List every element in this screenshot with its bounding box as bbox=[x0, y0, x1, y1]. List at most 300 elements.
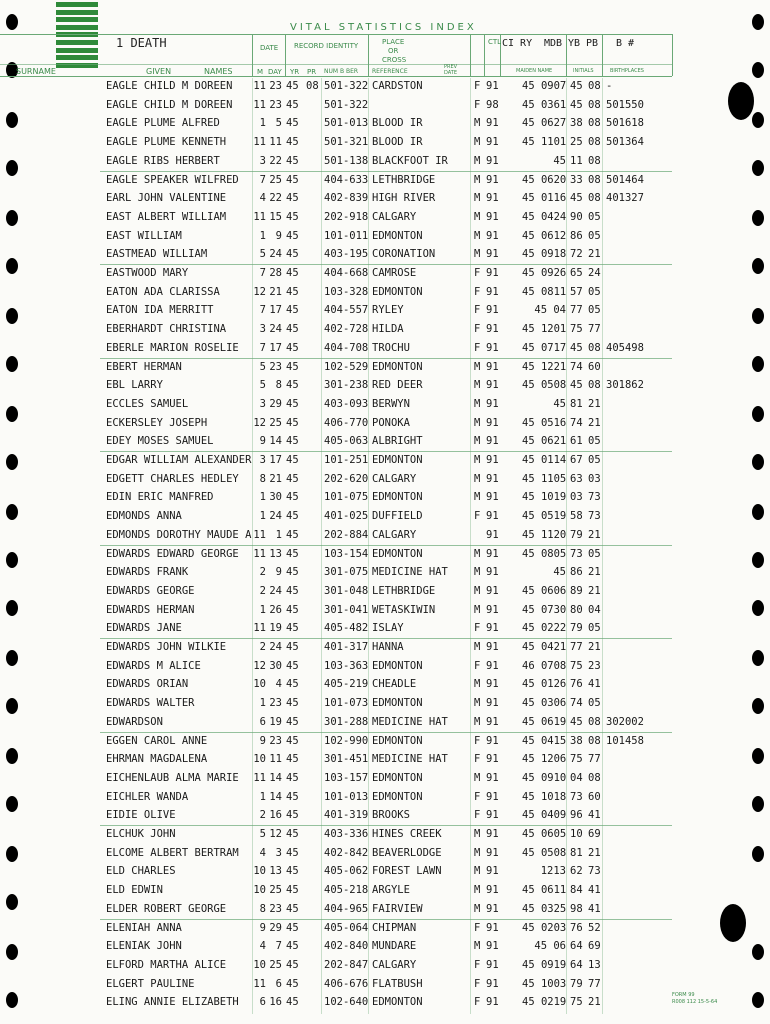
record-bnum: 101458 bbox=[606, 734, 644, 747]
col-maiden-label: MAIDEN NAME bbox=[516, 68, 553, 74]
table-row bbox=[0, 733, 770, 752]
record-year: 45 bbox=[286, 435, 299, 448]
record-year: 45 bbox=[286, 884, 299, 897]
record-place: MEDICINE HAT bbox=[372, 753, 448, 766]
col-initials-label: INITIALS bbox=[573, 68, 594, 74]
record-name: ELD CHARLES bbox=[106, 865, 176, 878]
record-pb: 21 bbox=[588, 416, 601, 429]
record-name: EAGLE PLUME KENNETH bbox=[106, 136, 227, 149]
record-pb: 08 bbox=[588, 771, 601, 784]
record-ci-ry: 45 0519 bbox=[522, 510, 567, 523]
record-place: EDMONTON bbox=[372, 491, 423, 504]
record-pb: 08 bbox=[588, 136, 601, 149]
record-ci-ry: 45 0116 bbox=[522, 192, 567, 205]
record-sex: F bbox=[474, 285, 481, 298]
record-year: 45 bbox=[286, 603, 299, 616]
record-pb: 73 bbox=[588, 510, 601, 523]
record-pb: 21 bbox=[588, 584, 601, 597]
record-ctl: 91 bbox=[486, 846, 499, 859]
record-year: 45 bbox=[286, 117, 299, 130]
record-pb: 52 bbox=[588, 921, 601, 934]
record-month: 1 bbox=[259, 790, 266, 803]
record-yb: 64 bbox=[570, 940, 583, 953]
col-m-label: M bbox=[257, 68, 264, 76]
record-place: BLOOD IR bbox=[372, 136, 423, 149]
record-number: 404-965 bbox=[324, 902, 369, 915]
record-sex: M bbox=[474, 192, 481, 205]
record-day: 9 bbox=[275, 566, 282, 579]
table-row bbox=[0, 920, 770, 939]
record-year: 45 bbox=[286, 248, 299, 261]
record-name: ELDER ROBERT GEORGE bbox=[106, 902, 227, 915]
record-yb: 81 bbox=[570, 846, 583, 859]
table-row bbox=[0, 770, 770, 789]
record-year: 45 bbox=[286, 360, 299, 373]
table-row bbox=[0, 246, 770, 265]
record-place: FLATBUSH bbox=[372, 977, 423, 990]
record-pb: 08 bbox=[588, 173, 601, 186]
record-ci-ry: 45 0907 bbox=[522, 80, 567, 92]
record-number: 404-557 bbox=[324, 304, 369, 317]
record-number: 103-157 bbox=[324, 771, 369, 784]
record-day: 23 bbox=[269, 697, 282, 710]
col-pb-label: PB bbox=[586, 38, 599, 49]
record-ctl: 91 bbox=[486, 360, 499, 373]
record-ctl: 91 bbox=[486, 154, 499, 167]
record-month: 4 bbox=[259, 846, 266, 859]
record-ctl: 91 bbox=[486, 753, 499, 766]
record-yb: 64 bbox=[570, 958, 583, 971]
table-row bbox=[0, 620, 770, 639]
record-month: 10 bbox=[253, 958, 266, 971]
record-sex: M bbox=[474, 472, 481, 485]
record-month: 11 bbox=[253, 80, 266, 92]
col-number-label: NUM B BER bbox=[324, 68, 359, 75]
record-ci-ry: 45 0361 bbox=[522, 98, 567, 111]
record-day: 24 bbox=[269, 248, 282, 261]
record-number: 102-640 bbox=[324, 996, 369, 1009]
record-name: EBERLE MARION ROSELIE bbox=[106, 341, 239, 354]
record-sex: M bbox=[474, 173, 481, 186]
record-sex: F bbox=[474, 809, 481, 822]
record-sex: M bbox=[474, 828, 481, 840]
record-month: 2 bbox=[259, 584, 266, 597]
record-ci-ry: 45 0203 bbox=[522, 921, 567, 934]
record-ctl: 91 bbox=[486, 659, 499, 672]
record-ctl: 91 bbox=[486, 678, 499, 691]
record-month: 9 bbox=[259, 921, 266, 934]
record-year: 45 bbox=[286, 491, 299, 504]
record-day: 21 bbox=[269, 285, 282, 298]
record-bnum: 501464 bbox=[606, 173, 644, 186]
table-row bbox=[0, 676, 770, 695]
record-number: 103-328 bbox=[324, 285, 369, 298]
record-year: 45 bbox=[286, 510, 299, 523]
record-month: 1 bbox=[259, 117, 266, 130]
record-day: 7 bbox=[275, 940, 282, 953]
col-ctl-label: CTL bbox=[488, 38, 502, 46]
record-day: 22 bbox=[269, 154, 282, 167]
table-row bbox=[0, 714, 770, 733]
record-day: 3 bbox=[275, 846, 282, 859]
record-month: 12 bbox=[253, 416, 266, 429]
record-place: DUFFIELD bbox=[372, 510, 423, 523]
record-day: 26 bbox=[269, 603, 282, 616]
record-sex: M bbox=[474, 154, 481, 167]
record-ctl: 91 bbox=[486, 734, 499, 747]
record-place: HILDA bbox=[372, 323, 404, 336]
record-ci-ry: 45 0415 bbox=[522, 734, 567, 747]
record-ctl: 91 bbox=[486, 641, 499, 653]
record-yb: 57 bbox=[570, 285, 583, 298]
record-ci-ry: 45 0306 bbox=[522, 697, 567, 710]
record-place: ARGYLE bbox=[372, 884, 410, 897]
record-year: 45 bbox=[286, 566, 299, 579]
record-day: 22 bbox=[269, 192, 282, 205]
record-year: 45 bbox=[286, 528, 299, 541]
record-ci-ry: 45 1105 bbox=[522, 472, 567, 485]
record-number: 102-990 bbox=[324, 734, 369, 747]
record-number: 406-770 bbox=[324, 416, 369, 429]
record-day: 6 bbox=[275, 977, 282, 990]
record-year: 45 bbox=[286, 98, 299, 111]
record-name: EAGLE CHILD M DOREEN bbox=[106, 98, 233, 111]
record-year: 45 bbox=[286, 940, 299, 953]
record-sex: F bbox=[474, 958, 481, 971]
record-ctl: 91 bbox=[486, 547, 499, 560]
record-month: 5 bbox=[259, 379, 266, 392]
record-day: 14 bbox=[269, 771, 282, 784]
record-yb: 86 bbox=[570, 229, 583, 242]
table-row bbox=[0, 396, 770, 415]
record-yb: 75 bbox=[570, 659, 583, 672]
table-row bbox=[0, 994, 770, 1013]
record-yb: 79 bbox=[570, 528, 583, 541]
record-ctl: 91 bbox=[486, 229, 499, 242]
record-yb: 45 bbox=[570, 715, 583, 728]
record-ctl: 98 bbox=[486, 98, 499, 111]
record-number: 101-075 bbox=[324, 491, 369, 504]
record-ctl: 91 bbox=[486, 416, 499, 429]
col-day-label: DAY bbox=[268, 68, 282, 76]
record-ctl: 91 bbox=[486, 828, 499, 840]
record-ctl: 91 bbox=[486, 210, 499, 223]
record-pb: 21 bbox=[588, 641, 601, 653]
record-year: 45 bbox=[286, 828, 299, 840]
record-ci-ry: 45 0219 bbox=[522, 996, 567, 1009]
record-ci-ry: 45 0606 bbox=[522, 584, 567, 597]
record-number: 101-013 bbox=[324, 790, 369, 803]
record-year: 45 bbox=[286, 472, 299, 485]
record-yb: 74 bbox=[570, 697, 583, 710]
record-ci-ry: 45 0926 bbox=[522, 267, 567, 279]
record-year: 45 bbox=[286, 379, 299, 392]
record-bnum: 501618 bbox=[606, 117, 644, 130]
record-ctl: 91 bbox=[486, 117, 499, 130]
record-pb: 60 bbox=[588, 790, 601, 803]
table-row bbox=[0, 228, 770, 247]
record-number: 403-093 bbox=[324, 397, 369, 410]
record-year: 45 bbox=[286, 659, 299, 672]
record-month: 1 bbox=[259, 697, 266, 710]
record-ctl: 91 bbox=[486, 566, 499, 579]
record-ci-ry: 45 0421 bbox=[522, 641, 567, 653]
record-yb: 90 bbox=[570, 210, 583, 223]
record-yb: 11 bbox=[570, 154, 583, 167]
record-number: 402-728 bbox=[324, 323, 369, 336]
table-row bbox=[0, 78, 770, 97]
col-date-label: DATE bbox=[260, 44, 279, 52]
record-ci-ry: 45 0409 bbox=[522, 809, 567, 822]
record-sex: F bbox=[474, 659, 481, 672]
record-name: EAGLE PLUME ALFRED bbox=[106, 117, 220, 130]
record-yb: 58 bbox=[570, 510, 583, 523]
record-ci-ry: 45 0424 bbox=[522, 210, 567, 223]
record-month: 8 bbox=[259, 902, 266, 915]
record-yb: 84 bbox=[570, 884, 583, 897]
record-ci-ry: 45 0811 bbox=[522, 285, 567, 298]
record-place: EDMONTON bbox=[372, 454, 423, 466]
table-row bbox=[0, 602, 770, 621]
record-name: EATON IDA MERRITT bbox=[106, 304, 214, 317]
record-place: EDMONTON bbox=[372, 697, 423, 710]
record-ctl: 91 bbox=[486, 528, 499, 541]
record-sex: F bbox=[474, 622, 481, 635]
record-year: 45 bbox=[286, 809, 299, 822]
record-pb: 77 bbox=[588, 753, 601, 766]
record-ci-ry: 45 1206 bbox=[522, 753, 567, 766]
record-sex: F bbox=[474, 510, 481, 523]
table-row bbox=[0, 359, 770, 378]
record-year: 45 bbox=[286, 622, 299, 635]
record-yb: 73 bbox=[570, 790, 583, 803]
record-name: EDGETT CHARLES HEDLEY bbox=[106, 472, 239, 485]
record-month: 11 bbox=[253, 547, 266, 560]
table-row bbox=[0, 284, 770, 303]
record-ci-ry: 45 0621 bbox=[522, 435, 567, 448]
record-ci-ry: 45 06 bbox=[534, 940, 566, 953]
record-sex: M bbox=[474, 940, 481, 953]
record-ci-ry: 46 0708 bbox=[522, 659, 567, 672]
record-year: 45 bbox=[286, 304, 299, 317]
record-year: 45 bbox=[286, 454, 299, 466]
record-year: 45 bbox=[286, 547, 299, 560]
record-yb: 45 bbox=[570, 341, 583, 354]
header-divider bbox=[252, 34, 253, 76]
record-sex: F bbox=[474, 996, 481, 1009]
record-day: 24 bbox=[269, 323, 282, 336]
record-ci-ry: 45 0114 bbox=[522, 454, 567, 466]
table-row bbox=[0, 321, 770, 340]
record-yb: 03 bbox=[570, 491, 583, 504]
record-number: 405-219 bbox=[324, 678, 369, 691]
table-row bbox=[0, 845, 770, 864]
record-pb: 05 bbox=[588, 454, 601, 466]
record-sex: M bbox=[474, 136, 481, 149]
record-yb: 04 bbox=[570, 771, 583, 784]
record-number: 103-363 bbox=[324, 659, 369, 672]
record-ctl: 91 bbox=[486, 491, 499, 504]
record-place: MEDICINE HAT bbox=[372, 715, 448, 728]
record-month: 1 bbox=[259, 229, 266, 242]
record-day: 14 bbox=[269, 790, 282, 803]
record-year: 45 bbox=[286, 697, 299, 710]
record-day: 25 bbox=[269, 884, 282, 897]
record-ci-ry: 45 0222 bbox=[522, 622, 567, 635]
record-yb: 81 bbox=[570, 397, 583, 410]
col-mdb-label: MDB bbox=[544, 38, 563, 49]
record-year: 45 bbox=[286, 80, 299, 92]
record-day: 17 bbox=[269, 304, 282, 317]
record-pb: 05 bbox=[588, 304, 601, 317]
record-name: EASTWOOD MARY bbox=[106, 267, 189, 279]
table-row bbox=[0, 564, 770, 583]
col-prev-date-label: PREV DATE bbox=[444, 64, 458, 76]
record-ci-ry: 45 0516 bbox=[522, 416, 567, 429]
table-row bbox=[0, 452, 770, 471]
record-number: 405-064 bbox=[324, 921, 369, 934]
record-number: 401-319 bbox=[324, 809, 369, 822]
record-name: EDMONDS DOROTHY MAUDE A bbox=[106, 528, 252, 541]
table-row bbox=[0, 489, 770, 508]
col-names-label: NAMES bbox=[204, 67, 233, 76]
record-day: 24 bbox=[269, 584, 282, 597]
record-name: EDWARDS EDWARD GEORGE bbox=[106, 547, 239, 560]
record-yb: 25 bbox=[570, 136, 583, 149]
record-year: 45 bbox=[286, 229, 299, 242]
col-surname-label: SURNAME bbox=[16, 67, 56, 76]
record-day: 23 bbox=[269, 734, 282, 747]
header-rule-sub bbox=[0, 64, 672, 65]
record-sex: M bbox=[474, 397, 481, 410]
record-place: CARDSTON bbox=[372, 80, 423, 92]
record-pb: 21 bbox=[588, 528, 601, 541]
record-yb: 77 bbox=[570, 641, 583, 653]
record-place: EDMONTON bbox=[372, 659, 423, 672]
record-year: 45 bbox=[286, 958, 299, 971]
record-ctl: 91 bbox=[486, 584, 499, 597]
record-year: 45 bbox=[286, 192, 299, 205]
record-ci-ry: 45 bbox=[553, 397, 566, 410]
table-row bbox=[0, 433, 770, 452]
table-row bbox=[0, 265, 770, 284]
header-rule-top bbox=[0, 34, 672, 35]
record-name: EAST ALBERT WILLIAM bbox=[106, 210, 227, 223]
record-sex: M bbox=[474, 435, 481, 448]
record-pb: 08 bbox=[588, 80, 601, 92]
record-year: 45 bbox=[286, 753, 299, 766]
punch-hole bbox=[752, 14, 764, 30]
record-place: EDMONTON bbox=[372, 285, 423, 298]
record-place: LETHBRIDGE bbox=[372, 173, 436, 186]
record-year: 45 bbox=[286, 921, 299, 934]
record-day: 9 bbox=[275, 229, 282, 242]
record-day: 28 bbox=[269, 267, 282, 279]
record-number: 401-317 bbox=[324, 641, 369, 653]
record-month: 5 bbox=[259, 828, 266, 840]
record-yb: 38 bbox=[570, 734, 583, 747]
record-number: 405-482 bbox=[324, 622, 369, 635]
record-ctl: 91 bbox=[486, 379, 499, 392]
record-ctl: 91 bbox=[486, 341, 499, 354]
record-day: 16 bbox=[269, 996, 282, 1009]
record-place: EDMONTON bbox=[372, 229, 423, 242]
table-row bbox=[0, 209, 770, 228]
record-month: 4 bbox=[259, 940, 266, 953]
record-name: ELENIAH ANNA bbox=[106, 921, 182, 934]
record-name: EDWARDSON bbox=[106, 715, 163, 728]
record-ci-ry: 45 0805 bbox=[522, 547, 567, 560]
record-sex: M bbox=[474, 566, 481, 579]
record-year: 45 bbox=[286, 846, 299, 859]
record-ctl: 91 bbox=[486, 510, 499, 523]
record-ci-ry: 45 0612 bbox=[522, 229, 567, 242]
record-place: EDMONTON bbox=[372, 996, 423, 1009]
header-divider bbox=[484, 34, 485, 76]
record-name: EATON ADA CLARISSA bbox=[106, 285, 220, 298]
record-ctl: 91 bbox=[486, 323, 499, 336]
record-bnum: - bbox=[606, 80, 613, 92]
header-divider bbox=[368, 34, 369, 76]
record-place: CHEADLE bbox=[372, 678, 417, 691]
col-or-label: OR bbox=[388, 47, 399, 55]
record-ctl: 91 bbox=[486, 304, 499, 317]
record-yb: 45 bbox=[570, 98, 583, 111]
record-name: EAGLE SPEAKER WILFRED bbox=[106, 173, 239, 186]
form-footer bbox=[672, 992, 717, 1006]
record-pb: 77 bbox=[588, 977, 601, 990]
record-day: 5 bbox=[275, 117, 282, 130]
table-row bbox=[0, 658, 770, 677]
record-place: EDMONTON bbox=[372, 547, 423, 560]
record-sex: M bbox=[474, 715, 481, 728]
record-place: CALGARY bbox=[372, 958, 417, 971]
table-row bbox=[0, 976, 770, 995]
record-yb: 67 bbox=[570, 454, 583, 466]
record-pb: 41 bbox=[588, 809, 601, 822]
record-year: 45 bbox=[286, 397, 299, 410]
record-day: 29 bbox=[269, 921, 282, 934]
record-number: 501-322 bbox=[324, 98, 369, 111]
record-place: EDMONTON bbox=[372, 790, 423, 803]
record-sex: M bbox=[474, 584, 481, 597]
record-place: ALBRIGHT bbox=[372, 435, 423, 448]
record-month: 3 bbox=[259, 323, 266, 336]
record-pb: 69 bbox=[588, 828, 601, 840]
record-month: 1 bbox=[259, 510, 266, 523]
record-bnum: 501364 bbox=[606, 136, 644, 149]
record-ctl: 91 bbox=[486, 921, 499, 934]
record-ci-ry: 45 0619 bbox=[522, 715, 567, 728]
record-ctl: 91 bbox=[486, 192, 499, 205]
record-name: EDWARDS JANE bbox=[106, 622, 182, 635]
record-ctl: 91 bbox=[486, 603, 499, 616]
col-record-identity-label: RECORD IDENTITY bbox=[294, 42, 359, 50]
record-name: EICHENLAUB ALMA MARIE bbox=[106, 771, 239, 784]
col-given-label: GIVEN bbox=[146, 67, 172, 76]
record-day: 13 bbox=[269, 547, 282, 560]
record-pb: 08 bbox=[588, 117, 601, 130]
record-pb: 23 bbox=[588, 659, 601, 672]
record-sex: F bbox=[474, 323, 481, 336]
record-ctl: 91 bbox=[486, 940, 499, 953]
record-sex: F bbox=[474, 790, 481, 803]
record-number: 405-062 bbox=[324, 865, 369, 878]
record-place: CORONATION bbox=[372, 248, 436, 261]
record-pb: 13 bbox=[588, 958, 601, 971]
col-yb-label: YB bbox=[568, 38, 581, 49]
record-name: EBERHARDT CHRISTINA bbox=[106, 323, 227, 336]
